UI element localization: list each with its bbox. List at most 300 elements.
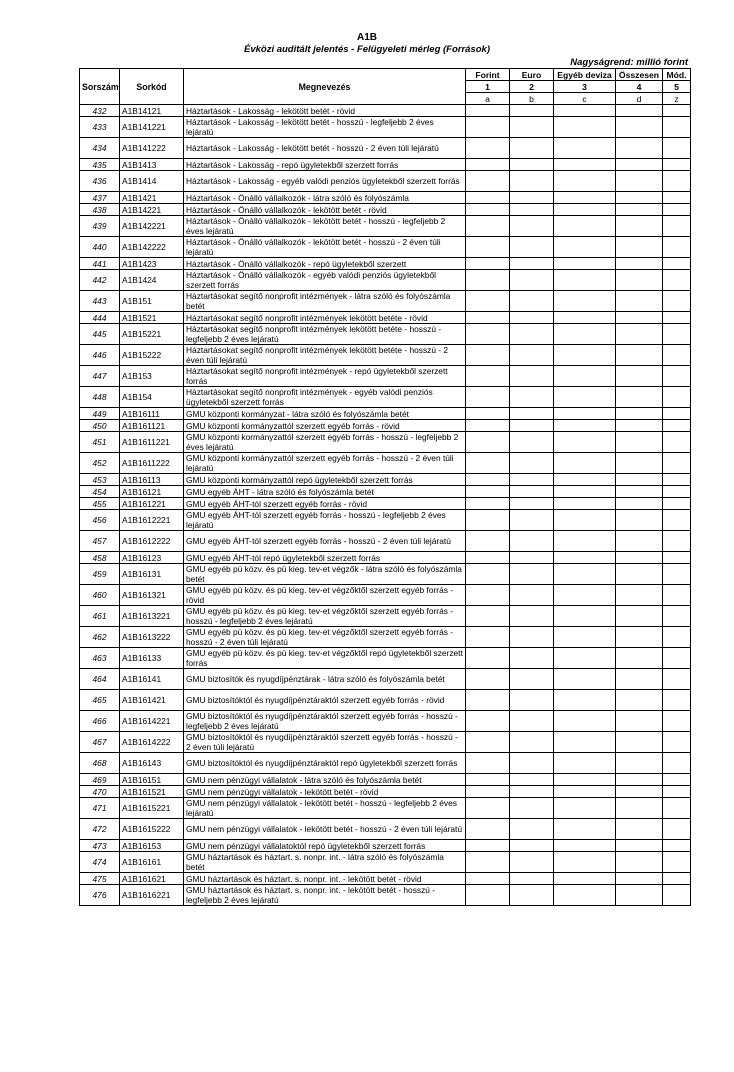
value-cell[interactable] bbox=[554, 552, 616, 564]
value-cell[interactable] bbox=[510, 474, 554, 486]
value-cell[interactable] bbox=[616, 510, 663, 531]
value-cell[interactable] bbox=[510, 606, 554, 627]
row-number: 466 bbox=[80, 711, 120, 732]
row-code: A1B15222 bbox=[120, 345, 184, 366]
value-cell[interactable] bbox=[510, 366, 554, 387]
value-cell[interactable] bbox=[616, 258, 663, 270]
value-cell[interactable] bbox=[510, 387, 554, 408]
row-description: GMU központi kormányzattól szerzett egyéb forrás - hosszú - legfeljebb 2 éves lejáratú bbox=[184, 432, 466, 453]
value-cell[interactable] bbox=[554, 324, 616, 345]
value-cell[interactable] bbox=[616, 486, 663, 498]
value-cell[interactable] bbox=[554, 138, 616, 159]
value-cell[interactable] bbox=[616, 498, 663, 510]
table-row bbox=[80, 237, 691, 258]
value-cell[interactable] bbox=[554, 564, 616, 585]
value-cell[interactable] bbox=[616, 420, 663, 432]
value-cell[interactable] bbox=[510, 531, 554, 552]
value-cell[interactable] bbox=[510, 753, 554, 774]
value-cell[interactable] bbox=[616, 324, 663, 345]
value-cell[interactable] bbox=[663, 105, 691, 117]
table-row bbox=[80, 627, 691, 648]
row-code: A1B1612221 bbox=[120, 510, 184, 531]
value-cell[interactable] bbox=[510, 258, 554, 270]
value-cell[interactable] bbox=[510, 552, 554, 564]
header-col-number: 2 bbox=[510, 81, 554, 93]
table-row bbox=[80, 171, 691, 192]
value-cell[interactable] bbox=[510, 690, 554, 711]
value-cell[interactable] bbox=[663, 159, 691, 171]
value-cell[interactable] bbox=[616, 585, 663, 606]
value-cell[interactable] bbox=[510, 408, 554, 420]
value-cell[interactable] bbox=[554, 648, 616, 669]
value-cell[interactable] bbox=[616, 105, 663, 117]
value-cell[interactable] bbox=[616, 204, 663, 216]
row-description: Háztartások - Lakosság - lekötött betét - hosszú - 2 éven túli lejáratú bbox=[184, 138, 466, 159]
value-cell[interactable] bbox=[510, 216, 554, 237]
value-cell[interactable] bbox=[616, 138, 663, 159]
value-cell[interactable] bbox=[510, 345, 554, 366]
value-cell[interactable] bbox=[554, 291, 616, 312]
value-cell[interactable] bbox=[466, 510, 510, 531]
value-cell[interactable] bbox=[663, 669, 691, 690]
value-cell[interactable] bbox=[510, 585, 554, 606]
row-description: GMU egyéb ÁHT - látra szóló és folyószámla betét bbox=[184, 486, 466, 498]
value-cell[interactable] bbox=[510, 204, 554, 216]
row-code: A1B16153 bbox=[120, 840, 184, 852]
value-cell[interactable] bbox=[554, 171, 616, 192]
table-row bbox=[80, 753, 691, 774]
value-cell[interactable] bbox=[616, 159, 663, 171]
value-cell[interactable] bbox=[663, 585, 691, 606]
value-cell[interactable] bbox=[554, 627, 616, 648]
table-row bbox=[80, 216, 691, 237]
value-cell[interactable] bbox=[663, 648, 691, 669]
value-cell[interactable] bbox=[510, 852, 554, 873]
row-description: GMU egyéb ÁHT-tól szerzett egyéb forrás - hosszú - 2 éven túli lejáratú bbox=[184, 531, 466, 552]
value-cell[interactable] bbox=[466, 753, 510, 774]
row-number: 471 bbox=[80, 798, 120, 819]
value-cell[interactable] bbox=[554, 819, 616, 840]
table-row bbox=[80, 648, 691, 669]
row-description: Háztartások - Lakosság - egyéb valódi penziós ügyletekből szerzett forrás bbox=[184, 171, 466, 192]
value-cell[interactable] bbox=[466, 270, 510, 291]
value-cell[interactable] bbox=[510, 510, 554, 531]
header-megnevezes: Megnevezés bbox=[184, 69, 466, 105]
value-cell[interactable] bbox=[663, 840, 691, 852]
value-cell[interactable] bbox=[663, 486, 691, 498]
value-cell[interactable] bbox=[466, 171, 510, 192]
value-cell[interactable] bbox=[466, 873, 510, 885]
value-cell[interactable] bbox=[554, 852, 616, 873]
header-col-name: Összesen bbox=[616, 69, 663, 81]
row-number: 464 bbox=[80, 669, 120, 690]
value-cell[interactable] bbox=[466, 324, 510, 345]
value-cell[interactable] bbox=[466, 432, 510, 453]
value-cell[interactable] bbox=[510, 432, 554, 453]
value-cell[interactable] bbox=[616, 408, 663, 420]
value-cell[interactable] bbox=[510, 312, 554, 324]
row-code: A1B14121 bbox=[120, 105, 184, 117]
value-cell[interactable] bbox=[466, 216, 510, 237]
value-cell[interactable] bbox=[554, 387, 616, 408]
value-cell[interactable] bbox=[616, 270, 663, 291]
value-cell[interactable] bbox=[663, 732, 691, 753]
value-cell[interactable] bbox=[510, 819, 554, 840]
value-cell[interactable] bbox=[663, 453, 691, 474]
value-cell[interactable] bbox=[554, 312, 616, 324]
header-col-letter: a bbox=[466, 93, 510, 105]
value-cell[interactable] bbox=[510, 270, 554, 291]
value-cell[interactable] bbox=[510, 732, 554, 753]
value-cell[interactable] bbox=[616, 387, 663, 408]
value-cell[interactable] bbox=[554, 420, 616, 432]
table-row bbox=[80, 345, 691, 366]
value-cell[interactable] bbox=[554, 192, 616, 204]
value-cell[interactable] bbox=[466, 387, 510, 408]
header-sorszam: Sorszám bbox=[80, 69, 120, 105]
value-cell[interactable] bbox=[466, 819, 510, 840]
value-cell[interactable] bbox=[554, 432, 616, 453]
value-cell[interactable] bbox=[554, 366, 616, 387]
value-cell[interactable] bbox=[663, 408, 691, 420]
value-cell[interactable] bbox=[554, 270, 616, 291]
row-number: 465 bbox=[80, 690, 120, 711]
value-cell[interactable] bbox=[466, 774, 510, 786]
value-cell[interactable] bbox=[663, 552, 691, 564]
value-cell[interactable] bbox=[466, 420, 510, 432]
value-cell[interactable] bbox=[466, 498, 510, 510]
value-cell[interactable] bbox=[466, 552, 510, 564]
value-cell[interactable] bbox=[510, 840, 554, 852]
value-cell[interactable] bbox=[616, 474, 663, 486]
value-cell[interactable] bbox=[616, 798, 663, 819]
value-cell[interactable] bbox=[510, 192, 554, 204]
value-cell[interactable] bbox=[554, 798, 616, 819]
table-row bbox=[80, 852, 691, 873]
value-cell[interactable] bbox=[554, 711, 616, 732]
value-cell[interactable] bbox=[554, 117, 616, 138]
value-cell[interactable] bbox=[616, 564, 663, 585]
value-cell[interactable] bbox=[554, 669, 616, 690]
row-number: 457 bbox=[80, 531, 120, 552]
value-cell[interactable] bbox=[616, 852, 663, 873]
value-cell[interactable] bbox=[554, 585, 616, 606]
value-cell[interactable] bbox=[616, 366, 663, 387]
value-cell[interactable] bbox=[616, 711, 663, 732]
value-cell[interactable] bbox=[663, 387, 691, 408]
value-cell[interactable] bbox=[554, 486, 616, 498]
row-number: 450 bbox=[80, 420, 120, 432]
value-cell[interactable] bbox=[466, 312, 510, 324]
value-cell[interactable] bbox=[616, 606, 663, 627]
value-cell[interactable] bbox=[466, 204, 510, 216]
value-cell[interactable] bbox=[616, 192, 663, 204]
table-row bbox=[80, 474, 691, 486]
value-cell[interactable] bbox=[466, 852, 510, 873]
row-description: GMU biztosítóktól és nyugdíjpénztáraktól repó ügyletekből szerzett forrás bbox=[184, 753, 466, 774]
row-code: A1B1614222 bbox=[120, 732, 184, 753]
value-cell[interactable] bbox=[663, 564, 691, 585]
value-cell[interactable] bbox=[510, 420, 554, 432]
row-description: GMU biztosítóktól és nyugdíjpénztáraktól szerzett egyéb forrás - rövid bbox=[184, 690, 466, 711]
row-description: Háztartások - Lakosság - lekötött betét - rövid bbox=[184, 105, 466, 117]
value-cell[interactable] bbox=[663, 117, 691, 138]
value-cell[interactable] bbox=[510, 159, 554, 171]
value-cell[interactable] bbox=[616, 552, 663, 564]
row-code: A1B1614221 bbox=[120, 711, 184, 732]
value-cell[interactable] bbox=[663, 432, 691, 453]
value-cell[interactable] bbox=[663, 786, 691, 798]
value-cell[interactable] bbox=[616, 345, 663, 366]
value-cell[interactable] bbox=[663, 498, 691, 510]
table-row bbox=[80, 711, 691, 732]
value-cell[interactable] bbox=[554, 237, 616, 258]
value-cell[interactable] bbox=[510, 648, 554, 669]
row-description: Háztartásokat segítő nonprofit intézmények lekötött betéte - hosszú - legfeljebb 2 éves lejáratú bbox=[184, 324, 466, 345]
table-row bbox=[80, 885, 691, 906]
row-number: 476 bbox=[80, 885, 120, 906]
row-number: 447 bbox=[80, 366, 120, 387]
value-cell[interactable] bbox=[616, 432, 663, 453]
value-cell[interactable] bbox=[616, 732, 663, 753]
header-col-name: Egyéb deviza bbox=[554, 69, 616, 81]
value-cell[interactable] bbox=[663, 324, 691, 345]
value-cell[interactable] bbox=[554, 474, 616, 486]
value-cell[interactable] bbox=[616, 819, 663, 840]
value-cell[interactable] bbox=[616, 840, 663, 852]
value-cell[interactable] bbox=[663, 171, 691, 192]
value-cell[interactable] bbox=[663, 291, 691, 312]
value-cell[interactable] bbox=[554, 753, 616, 774]
row-number: 463 bbox=[80, 648, 120, 669]
unit-note: Nagyságrend: millió forint bbox=[570, 57, 688, 68]
row-code: A1B16161 bbox=[120, 852, 184, 873]
value-cell[interactable] bbox=[554, 204, 616, 216]
row-description: GMU nem pénzügyi vállalatok - lekötött betét - hosszú - legfeljebb 2 éves lejáratú bbox=[184, 798, 466, 819]
value-cell[interactable] bbox=[510, 885, 554, 906]
value-cell[interactable] bbox=[466, 585, 510, 606]
value-cell[interactable] bbox=[510, 798, 554, 819]
row-number: 445 bbox=[80, 324, 120, 345]
value-cell[interactable] bbox=[466, 690, 510, 711]
row-code: A1B16151 bbox=[120, 774, 184, 786]
value-cell[interactable] bbox=[510, 498, 554, 510]
table-row bbox=[80, 531, 691, 552]
table-row bbox=[80, 786, 691, 798]
row-code: A1B161321 bbox=[120, 585, 184, 606]
row-number: 462 bbox=[80, 627, 120, 648]
value-cell[interactable] bbox=[616, 786, 663, 798]
value-cell[interactable] bbox=[616, 312, 663, 324]
value-cell[interactable] bbox=[510, 711, 554, 732]
value-cell[interactable] bbox=[466, 237, 510, 258]
value-cell[interactable] bbox=[466, 138, 510, 159]
header-col-letter: b bbox=[510, 93, 554, 105]
table-row bbox=[80, 258, 691, 270]
row-description: GMU nem pénzügyi vállalatoktól repó ügyletekből szerzett forrás bbox=[184, 840, 466, 852]
value-cell[interactable] bbox=[466, 258, 510, 270]
value-cell[interactable] bbox=[663, 753, 691, 774]
value-cell[interactable] bbox=[510, 171, 554, 192]
value-cell[interactable] bbox=[510, 453, 554, 474]
value-cell[interactable] bbox=[663, 420, 691, 432]
value-cell[interactable] bbox=[663, 510, 691, 531]
value-cell[interactable] bbox=[663, 774, 691, 786]
row-description: Háztartásokat segítő nonprofit intézmények lekötött betéte - rövid bbox=[184, 312, 466, 324]
header-col-letter: d bbox=[616, 93, 663, 105]
value-cell[interactable] bbox=[554, 159, 616, 171]
value-cell[interactable] bbox=[616, 648, 663, 669]
value-cell[interactable] bbox=[466, 105, 510, 117]
row-description: GMU egyéb ÁHT-tól repó ügyletekből szerzett forrás bbox=[184, 552, 466, 564]
row-description: Háztartások - Önálló vállalkozók - lekötött betét - rövid bbox=[184, 204, 466, 216]
value-cell[interactable] bbox=[510, 237, 554, 258]
row-code: A1B1612222 bbox=[120, 531, 184, 552]
value-cell[interactable] bbox=[510, 873, 554, 885]
value-cell[interactable] bbox=[466, 711, 510, 732]
row-code: A1B161521 bbox=[120, 786, 184, 798]
value-cell[interactable] bbox=[663, 204, 691, 216]
value-cell[interactable] bbox=[554, 105, 616, 117]
value-cell[interactable] bbox=[554, 510, 616, 531]
table-row bbox=[80, 366, 691, 387]
row-number: 470 bbox=[80, 786, 120, 798]
value-cell[interactable] bbox=[554, 531, 616, 552]
value-cell[interactable] bbox=[466, 366, 510, 387]
value-cell[interactable] bbox=[616, 237, 663, 258]
value-cell[interactable] bbox=[616, 774, 663, 786]
value-cell[interactable] bbox=[616, 291, 663, 312]
row-number: 437 bbox=[80, 192, 120, 204]
row-code: A1B151 bbox=[120, 291, 184, 312]
value-cell[interactable] bbox=[466, 786, 510, 798]
value-cell[interactable] bbox=[554, 690, 616, 711]
value-cell[interactable] bbox=[554, 774, 616, 786]
value-cell[interactable] bbox=[663, 711, 691, 732]
value-cell[interactable] bbox=[663, 798, 691, 819]
value-cell[interactable] bbox=[616, 453, 663, 474]
row-number: 460 bbox=[80, 585, 120, 606]
value-cell[interactable] bbox=[510, 564, 554, 585]
value-cell[interactable] bbox=[663, 192, 691, 204]
row-code: A1B142221 bbox=[120, 216, 184, 237]
row-description: Háztartásokat segítő nonprofit intézmények - látra szóló és folyószámla betét bbox=[184, 291, 466, 312]
value-cell[interactable] bbox=[466, 291, 510, 312]
value-cell[interactable] bbox=[554, 732, 616, 753]
value-cell[interactable] bbox=[663, 885, 691, 906]
value-cell[interactable] bbox=[466, 531, 510, 552]
value-cell[interactable] bbox=[663, 690, 691, 711]
value-cell[interactable] bbox=[466, 732, 510, 753]
value-cell[interactable] bbox=[510, 105, 554, 117]
value-cell[interactable] bbox=[510, 324, 554, 345]
value-cell[interactable] bbox=[663, 852, 691, 873]
value-cell[interactable] bbox=[663, 216, 691, 237]
value-cell[interactable] bbox=[616, 669, 663, 690]
table-row bbox=[80, 192, 691, 204]
value-cell[interactable] bbox=[510, 669, 554, 690]
row-code: A1B161621 bbox=[120, 873, 184, 885]
value-cell[interactable] bbox=[663, 270, 691, 291]
value-cell[interactable] bbox=[510, 291, 554, 312]
value-cell[interactable] bbox=[663, 531, 691, 552]
value-cell[interactable] bbox=[466, 474, 510, 486]
value-cell[interactable] bbox=[616, 885, 663, 906]
value-cell[interactable] bbox=[466, 453, 510, 474]
value-cell[interactable] bbox=[510, 486, 554, 498]
value-cell[interactable] bbox=[663, 138, 691, 159]
value-cell[interactable] bbox=[554, 498, 616, 510]
value-cell[interactable] bbox=[554, 840, 616, 852]
value-cell[interactable] bbox=[466, 564, 510, 585]
row-code: A1B16131 bbox=[120, 564, 184, 585]
value-cell[interactable] bbox=[663, 819, 691, 840]
value-cell[interactable] bbox=[663, 606, 691, 627]
row-code: A1B1615222 bbox=[120, 819, 184, 840]
value-cell[interactable] bbox=[554, 606, 616, 627]
value-cell[interactable] bbox=[616, 627, 663, 648]
value-cell[interactable] bbox=[466, 486, 510, 498]
value-cell[interactable] bbox=[510, 774, 554, 786]
value-cell[interactable] bbox=[554, 408, 616, 420]
row-code: A1B1521 bbox=[120, 312, 184, 324]
value-cell[interactable] bbox=[616, 753, 663, 774]
value-cell[interactable] bbox=[616, 216, 663, 237]
value-cell[interactable] bbox=[466, 627, 510, 648]
value-cell[interactable] bbox=[466, 885, 510, 906]
value-cell[interactable] bbox=[554, 216, 616, 237]
value-cell[interactable] bbox=[616, 171, 663, 192]
value-cell[interactable] bbox=[663, 237, 691, 258]
value-cell[interactable] bbox=[663, 627, 691, 648]
value-cell[interactable] bbox=[466, 648, 510, 669]
value-cell[interactable] bbox=[466, 798, 510, 819]
value-cell[interactable] bbox=[466, 117, 510, 138]
value-cell[interactable] bbox=[466, 606, 510, 627]
value-cell[interactable] bbox=[466, 192, 510, 204]
value-cell[interactable] bbox=[616, 117, 663, 138]
row-number: 442 bbox=[80, 270, 120, 291]
value-cell[interactable] bbox=[466, 840, 510, 852]
value-cell[interactable] bbox=[510, 786, 554, 798]
row-description: Háztartások - Önálló vállalkozók - egyéb valódi penziós ügyletekből szerzett forrás bbox=[184, 270, 466, 291]
value-cell[interactable] bbox=[554, 258, 616, 270]
value-cell[interactable] bbox=[466, 408, 510, 420]
value-cell[interactable] bbox=[554, 885, 616, 906]
value-cell[interactable] bbox=[466, 345, 510, 366]
value-cell[interactable] bbox=[616, 690, 663, 711]
value-cell[interactable] bbox=[616, 873, 663, 885]
value-cell[interactable] bbox=[616, 531, 663, 552]
value-cell[interactable] bbox=[663, 345, 691, 366]
value-cell[interactable] bbox=[466, 669, 510, 690]
value-cell[interactable] bbox=[510, 138, 554, 159]
value-cell[interactable] bbox=[663, 474, 691, 486]
value-cell[interactable] bbox=[510, 117, 554, 138]
value-cell[interactable] bbox=[663, 258, 691, 270]
value-cell[interactable] bbox=[554, 786, 616, 798]
value-cell[interactable] bbox=[510, 627, 554, 648]
value-cell[interactable] bbox=[554, 873, 616, 885]
value-cell[interactable] bbox=[554, 453, 616, 474]
table-row bbox=[80, 774, 691, 786]
value-cell[interactable] bbox=[554, 345, 616, 366]
value-cell[interactable] bbox=[466, 159, 510, 171]
value-cell[interactable] bbox=[663, 873, 691, 885]
row-code: A1B1613222 bbox=[120, 627, 184, 648]
value-cell[interactable] bbox=[663, 312, 691, 324]
value-cell[interactable] bbox=[663, 366, 691, 387]
